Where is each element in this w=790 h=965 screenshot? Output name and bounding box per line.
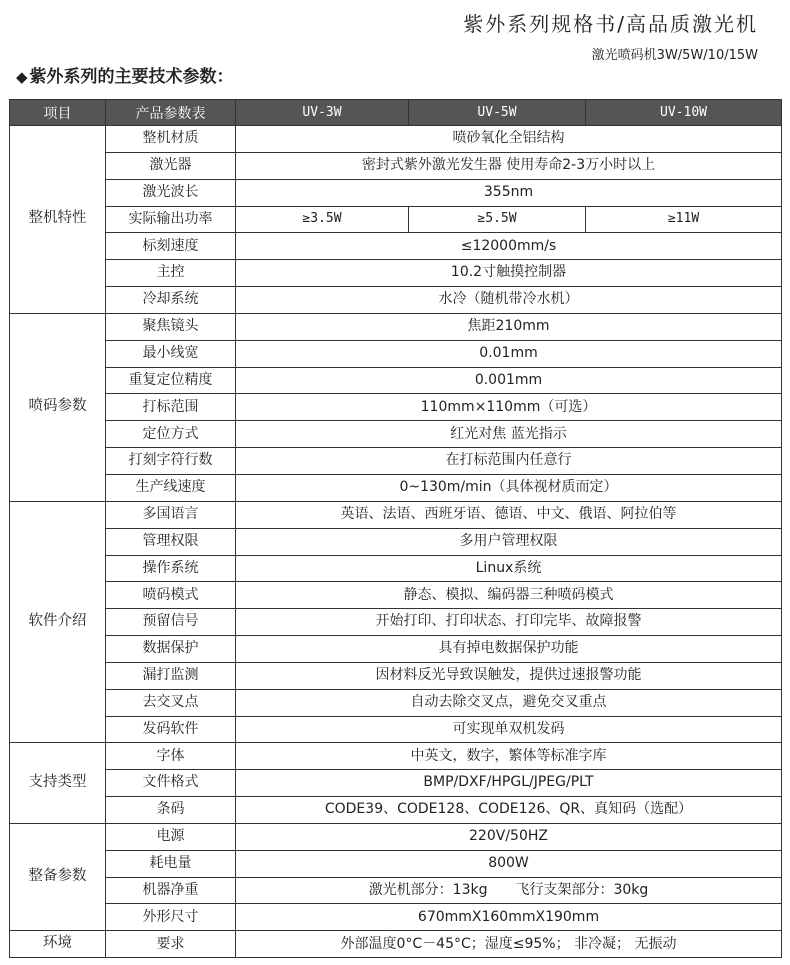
param-value: 红光对焦 蓝光指示 — [236, 421, 782, 448]
table-row — [10, 233, 782, 260]
table-row — [10, 260, 782, 287]
table-row — [10, 636, 782, 663]
table-row — [10, 931, 782, 958]
param-value: 0.001mm — [236, 367, 782, 394]
table-row — [10, 448, 782, 475]
table-row — [10, 152, 782, 179]
param-label: 重复定位精度 — [106, 367, 236, 394]
table-row — [10, 394, 782, 421]
param-value: 多用户管理权限 — [236, 528, 782, 555]
param-value: 喷砂氧化全铝结构 — [236, 126, 782, 153]
param-value: 355nm — [236, 179, 782, 206]
param-label: 聚焦镜头 — [106, 313, 236, 340]
param-label: 打标范围 — [106, 394, 236, 421]
param-value: 水冷（随机带冷水机） — [236, 287, 782, 314]
table-row — [10, 501, 782, 528]
param-label: 定位方式 — [106, 421, 236, 448]
param-label: 外形尺寸 — [106, 904, 236, 931]
param-label: 文件格式 — [106, 770, 236, 797]
param-label: 生产线速度 — [106, 474, 236, 501]
group-label: 整机特性 — [10, 126, 106, 314]
table-row — [10, 609, 782, 636]
param-value: BMP/DXF/HPGL/JPEG/PLT — [236, 770, 782, 797]
param-label: 管理权限 — [106, 528, 236, 555]
param-value: 10.2寸触摸控制器 — [236, 260, 782, 287]
spec-table — [9, 99, 782, 958]
column-header-item: 项目 — [10, 100, 106, 126]
param-label: 整机材质 — [106, 126, 236, 153]
param-label: 主控 — [106, 260, 236, 287]
param-label: 去交叉点 — [106, 689, 236, 716]
param-value: 中英文，数字，繁体等标准字库 — [236, 743, 782, 770]
param-label: 喷码模式 — [106, 582, 236, 609]
param-label: 多国语言 — [106, 501, 236, 528]
param-label: 打刻字符行数 — [106, 448, 236, 475]
param-value: CODE39、CODE128、CODE126、QR、真知码（选配） — [236, 797, 782, 824]
param-value: 英语、法语、西班牙语、德语、中文、俄语、阿拉伯等 — [236, 501, 782, 528]
param-label: 条码 — [106, 797, 236, 824]
column-header-params: 产品参数表 — [106, 100, 236, 126]
param-value: 在打标范围内任意行 — [236, 448, 782, 475]
param-label: 标刻速度 — [106, 233, 236, 260]
table-row — [10, 689, 782, 716]
group-label: 支持类型 — [10, 743, 106, 824]
table-row — [10, 528, 782, 555]
param-label: 耗电量 — [106, 850, 236, 877]
column-header-uv5w: UV-5W — [409, 100, 586, 126]
param-value: 焦距210mm — [236, 313, 782, 340]
param-value: 可实现单双机发码 — [236, 716, 782, 743]
table-row — [10, 797, 782, 824]
param-value: 110mm×110mm（可选） — [236, 394, 782, 421]
table-header-row — [10, 100, 782, 126]
param-label: 字体 — [106, 743, 236, 770]
param-label: 数据保护 — [106, 636, 236, 663]
table-row — [10, 850, 782, 877]
param-label: 漏打监测 — [106, 662, 236, 689]
param-value: 0.01mm — [236, 340, 782, 367]
table-row — [10, 474, 782, 501]
param-value: ≥11W — [586, 206, 782, 233]
param-value: ≥3.5W — [236, 206, 409, 233]
table-row — [10, 555, 782, 582]
param-label: 预留信号 — [106, 609, 236, 636]
param-label: 激光波长 — [106, 179, 236, 206]
param-value: 800W — [236, 850, 782, 877]
param-label: 电源 — [106, 823, 236, 850]
param-value: 静态、模拟、编码器三种喷码模式 — [236, 582, 782, 609]
table-row — [10, 421, 782, 448]
table-row — [10, 287, 782, 314]
table-row — [10, 179, 782, 206]
param-label: 操作系统 — [106, 555, 236, 582]
spec-table-body — [10, 126, 782, 958]
param-value: 220V/50HZ — [236, 823, 782, 850]
param-value: 具有掉电数据保护功能 — [236, 636, 782, 663]
param-label: 实际输出功率 — [106, 206, 236, 233]
table-row — [10, 743, 782, 770]
group-label: 喷码参数 — [10, 313, 106, 501]
section-heading-text: 紫外系列的主要技术参数： — [29, 67, 234, 87]
param-value: 0~130m/min（具体视材质而定） — [236, 474, 782, 501]
section-heading — [16, 62, 234, 87]
table-row — [10, 904, 782, 931]
param-value: Linux系统 — [236, 555, 782, 582]
param-label: 激光器 — [106, 152, 236, 179]
param-value: ≤12000mm/s — [236, 233, 782, 260]
param-value: 开始打印、打印状态、打印完毕、故障报警 — [236, 609, 782, 636]
param-value: 密封式紫外激光发生器 使用寿命2-3万小时以上 — [236, 152, 782, 179]
param-label: 冷却系统 — [106, 287, 236, 314]
document-subtitle: 激光喷码机3W/5W/10/15W — [591, 48, 758, 63]
param-value: 因材料反光导致误触发，提供过速报警功能 — [236, 662, 782, 689]
param-label: 发码软件 — [106, 716, 236, 743]
table-row — [10, 206, 782, 233]
column-header-uv3w: UV-3W — [236, 100, 409, 126]
param-label: 最小线宽 — [106, 340, 236, 367]
param-label: 要求 — [106, 931, 236, 958]
param-value: 激光机部分：13kg 飞行支架部分：30kg — [236, 877, 782, 904]
table-row — [10, 662, 782, 689]
param-label: 机器净重 — [106, 877, 236, 904]
param-value: 自动去除交叉点，避免交叉重点 — [236, 689, 782, 716]
group-label: 软件介绍 — [10, 501, 106, 743]
param-value: 670mmX160mmX190mm — [236, 904, 782, 931]
table-row — [10, 770, 782, 797]
diamond-bullet-icon: ◆ — [16, 68, 28, 86]
document-title: 紫外系列规格书/高品质激光机 — [463, 12, 758, 36]
group-label: 环境 — [10, 931, 106, 958]
table-row — [10, 716, 782, 743]
table-row — [10, 582, 782, 609]
param-value: 外部温度0°C－45°C；湿度≤95%； 非冷凝； 无振动 — [236, 931, 782, 958]
table-row — [10, 877, 782, 904]
table-row — [10, 367, 782, 394]
param-value: ≥5.5W — [409, 206, 586, 233]
table-row — [10, 340, 782, 367]
table-row — [10, 313, 782, 340]
table-row — [10, 126, 782, 153]
column-header-uv10w: UV-10W — [586, 100, 782, 126]
table-row — [10, 823, 782, 850]
group-label: 整备参数 — [10, 823, 106, 930]
